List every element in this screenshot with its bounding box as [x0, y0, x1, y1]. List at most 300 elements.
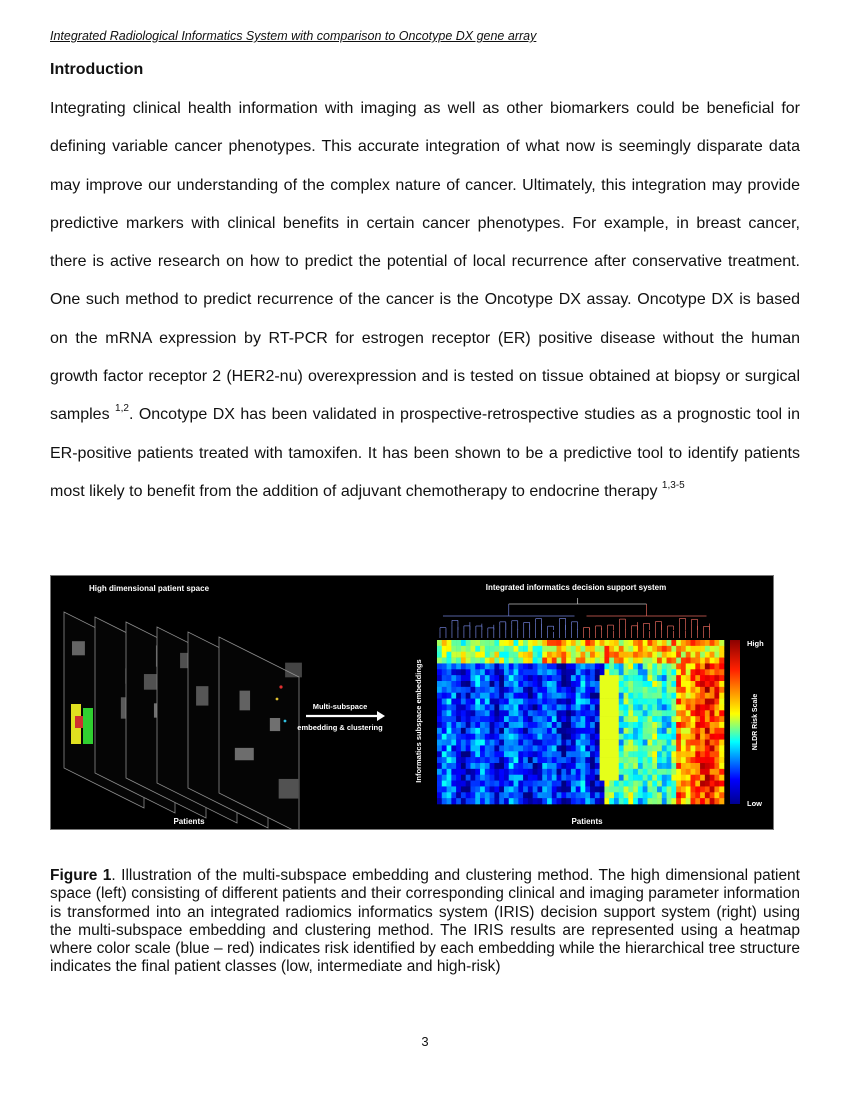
heatmap-cell [561, 792, 566, 798]
heatmap-cell [456, 675, 461, 681]
heatmap-cell [585, 710, 590, 716]
heatmap-cell [647, 652, 652, 658]
heatmap-cell [657, 640, 662, 646]
heatmap-cell [628, 681, 633, 687]
heatmap-cell [518, 640, 523, 646]
heatmap-cell [504, 786, 509, 792]
heatmap-cell [442, 792, 447, 798]
heatmap-cell [542, 640, 547, 646]
heatmap-cell [595, 652, 600, 658]
heatmap-cell [528, 781, 533, 787]
heatmap-cell [619, 669, 624, 675]
heatmap-cell [528, 792, 533, 798]
heatmap-cell [514, 693, 519, 699]
heatmap-cell [691, 781, 696, 787]
heatmap-cell [662, 763, 667, 769]
heatmap-cell [561, 646, 566, 652]
heatmap-cell [614, 751, 619, 757]
heatmap-cell [547, 658, 552, 664]
heatmap-cell [451, 640, 456, 646]
heatmap-cell [533, 757, 538, 763]
heatmap-cell [485, 663, 490, 669]
heatmap-cell [509, 669, 514, 675]
heatmap-cell [595, 786, 600, 792]
heatmap-cell [470, 775, 475, 781]
heatmap-cell [638, 769, 643, 775]
heatmap-cell [499, 716, 504, 722]
heatmap-cell [437, 669, 442, 675]
heatmap-cell [485, 646, 490, 652]
heatmap-cell [547, 757, 552, 763]
heatmap-cell [451, 757, 456, 763]
heatmap-cell [533, 763, 538, 769]
heatmap-cell [600, 792, 605, 798]
heatmap-cell [557, 640, 562, 646]
heatmap-cell [509, 687, 514, 693]
heatmap-cell [628, 669, 633, 675]
heatmap-cell [628, 740, 633, 746]
heatmap-cell [719, 704, 724, 710]
heatmap-cell [552, 722, 557, 728]
heatmap-cell [509, 716, 514, 722]
heatmap-cell [571, 710, 576, 716]
heatmap-cell [561, 710, 566, 716]
heatmap-cell [628, 728, 633, 734]
heatmap-cell [719, 740, 724, 746]
heatmap-cell [571, 681, 576, 687]
heatmap-cell [442, 722, 447, 728]
heatmap-cell [499, 693, 504, 699]
heatmap-cell [695, 786, 700, 792]
heatmap-cell [686, 775, 691, 781]
heatmap-cell [576, 716, 581, 722]
heatmap-cell [571, 734, 576, 740]
heatmap-cell [686, 704, 691, 710]
heatmap-cell [485, 792, 490, 798]
heatmap-cell [576, 663, 581, 669]
heatmap-cell [461, 699, 466, 705]
heatmap-cell [695, 681, 700, 687]
heatmap-cell [619, 716, 624, 722]
heatmap-cell [652, 722, 657, 728]
heatmap-cell [686, 786, 691, 792]
heatmap-cell [557, 786, 562, 792]
heatmap-cell [695, 722, 700, 728]
heatmap-cell [547, 646, 552, 652]
heatmap-cell [581, 769, 586, 775]
heatmap-cell [528, 681, 533, 687]
heatmap-cell [595, 751, 600, 757]
heatmap-cell [624, 757, 629, 763]
heatmap-cell [514, 646, 519, 652]
heatmap-cell [475, 710, 480, 716]
heatmap-cell [681, 745, 686, 751]
heatmap-cell [619, 681, 624, 687]
heatmap-cell [442, 675, 447, 681]
heatmap-cell [647, 775, 652, 781]
heatmap-cell [686, 681, 691, 687]
heatmap-cell [537, 675, 542, 681]
heatmap-cell [499, 710, 504, 716]
heatmap-cell [523, 681, 528, 687]
heatmap-cell [604, 681, 609, 687]
heatmap-cell [604, 693, 609, 699]
heatmap-cell [671, 669, 676, 675]
heatmap-cell [671, 751, 676, 757]
heatmap-cell [581, 792, 586, 798]
arrow-label-line1: Multi-subspace [312, 702, 368, 711]
heatmap-cell [470, 646, 475, 652]
heatmap-cell [638, 757, 643, 763]
heatmap-cell [662, 693, 667, 699]
heatmap-cell [714, 757, 719, 763]
heatmap-cell [705, 693, 710, 699]
heatmap-cell [470, 652, 475, 658]
heatmap-cell [537, 734, 542, 740]
heatmap-cell [509, 658, 514, 664]
heatmap-cell [624, 652, 629, 658]
running-header: Integrated Radiological Informatics System with comparison to Oncotype DX gene array [50, 29, 537, 43]
heatmap-cell [451, 699, 456, 705]
heatmap-cell [528, 751, 533, 757]
heatmap-cell [571, 798, 576, 804]
heatmap-cell [638, 646, 643, 652]
heatmap-cell [681, 786, 686, 792]
heatmap-cell [499, 640, 504, 646]
heatmap-cell [509, 751, 514, 757]
heatmap-cell [480, 704, 485, 710]
heatmap-cell [714, 640, 719, 646]
heatmap-cell [437, 751, 442, 757]
heatmap-cell [662, 716, 667, 722]
heatmap-cell [490, 693, 495, 699]
heatmap-cell [447, 704, 452, 710]
heatmap-cell [671, 775, 676, 781]
introduction-paragraph [50, 90, 800, 511]
heatmap-cell [681, 728, 686, 734]
heatmap-cell [585, 763, 590, 769]
heatmap-cell [470, 781, 475, 787]
heatmap-cell [490, 716, 495, 722]
heatmap-cell [590, 658, 595, 664]
heatmap-cell [557, 681, 562, 687]
heatmap-cell [523, 757, 528, 763]
heatmap-cell [590, 669, 595, 675]
heatmap-cell [619, 745, 624, 751]
heatmap-cell [537, 640, 542, 646]
heatmap-cell [547, 716, 552, 722]
heatmap-cell [676, 716, 681, 722]
heatmap-cell [700, 775, 705, 781]
heatmap-cell [456, 763, 461, 769]
heatmap-cell [671, 675, 676, 681]
heatmap-cell [633, 710, 638, 716]
heatmap-cell [633, 792, 638, 798]
heatmap-cell [710, 710, 715, 716]
heatmap-cell [714, 786, 719, 792]
heatmap-cell [643, 652, 648, 658]
heatmap-cell [442, 710, 447, 716]
heatmap-cell [461, 675, 466, 681]
heatmap-cell [480, 710, 485, 716]
heatmap-cell [609, 646, 614, 652]
heatmap-cell [628, 734, 633, 740]
heatmap-cell [542, 722, 547, 728]
heatmap-cell [652, 710, 657, 716]
heatmap-cell [552, 669, 557, 675]
heatmap-cell [566, 675, 571, 681]
heatmap-cell [676, 652, 681, 658]
heatmap-cell [667, 786, 672, 792]
left-panel-title: High dimensional patient space [89, 584, 210, 593]
heatmap-cell [581, 786, 586, 792]
heatmap-cell [437, 640, 442, 646]
heatmap-cell [604, 734, 609, 740]
heatmap-cell [475, 675, 480, 681]
heatmap-cell [600, 751, 605, 757]
heatmap-cell [456, 710, 461, 716]
heatmap-cell [542, 769, 547, 775]
heatmap-cell [528, 763, 533, 769]
heatmap-cell [566, 687, 571, 693]
heatmap-cell [475, 699, 480, 705]
heatmap-cell [585, 699, 590, 705]
heatmap-cell [671, 769, 676, 775]
heatmap-cell [710, 663, 715, 669]
heatmap-cell [638, 658, 643, 664]
heatmap-cell [619, 652, 624, 658]
heatmap-cell [518, 798, 523, 804]
heatmap-cell [576, 751, 581, 757]
heatmap-cell [537, 669, 542, 675]
heatmap-cell [499, 792, 504, 798]
heatmap-cell [528, 640, 533, 646]
heatmap-cell [470, 687, 475, 693]
heatmap-cell [528, 757, 533, 763]
heatmap-cell [485, 669, 490, 675]
heatmap-cell [466, 693, 471, 699]
heatmap-cell [609, 722, 614, 728]
heatmap-cell [624, 716, 629, 722]
heatmap-cell [533, 658, 538, 664]
citation-ref-2[interactable]: 1,3-5 [661, 479, 685, 491]
heatmap-cell [475, 681, 480, 687]
heatmap-cell [494, 728, 499, 734]
heatmap-cell [705, 687, 710, 693]
heatmap-cell [504, 781, 509, 787]
heatmap-cell [652, 745, 657, 751]
heatmap-cell [451, 652, 456, 658]
heatmap-cell [576, 728, 581, 734]
heatmap-cell [638, 751, 643, 757]
heatmap-cell [686, 781, 691, 787]
heatmap-cell [533, 792, 538, 798]
heatmap-cell [667, 769, 672, 775]
heatmap-cell [480, 640, 485, 646]
heatmap-cell [633, 646, 638, 652]
citation-ref-1[interactable]: 1,2 [115, 403, 129, 415]
heatmap-cell [523, 669, 528, 675]
heatmap-cell [480, 716, 485, 722]
heatmap-cell [585, 786, 590, 792]
heatmap-cell [494, 640, 499, 646]
heatmap-cell [437, 740, 442, 746]
heatmap-cell [695, 693, 700, 699]
heatmap-cell [691, 734, 696, 740]
heatmap-cell [624, 704, 629, 710]
heatmap-cell [514, 728, 519, 734]
heatmap-cell [667, 658, 672, 664]
heatmap-cell [652, 781, 657, 787]
heatmap-cell [700, 786, 705, 792]
heatmap-cell [643, 769, 648, 775]
heatmap-cell [470, 640, 475, 646]
heatmap-cell [542, 658, 547, 664]
heatmap-cell [643, 669, 648, 675]
heatmap-cell [466, 646, 471, 652]
heatmap-cell [451, 675, 456, 681]
heatmap-cell [628, 769, 633, 775]
heatmap-cell [628, 781, 633, 787]
heatmap-cell [595, 716, 600, 722]
heatmap-cell [700, 781, 705, 787]
heatmap-cell [695, 658, 700, 664]
heatmap-cell [504, 669, 509, 675]
heatmap-cell [499, 675, 504, 681]
heatmap-cell [566, 740, 571, 746]
heatmap-cell [676, 740, 681, 746]
heatmap-cell [537, 687, 542, 693]
heatmap-cell [638, 681, 643, 687]
heatmap-cell [576, 757, 581, 763]
heatmap-cell [595, 798, 600, 804]
heatmap-cell [461, 769, 466, 775]
heatmap-cell [561, 699, 566, 705]
heatmap-cell [447, 669, 452, 675]
heatmap-cell [633, 757, 638, 763]
heatmap-cell [571, 687, 576, 693]
heatmap-cell [581, 751, 586, 757]
heatmap-cell [475, 769, 480, 775]
heatmap-cell [686, 669, 691, 675]
heatmap-cell [494, 792, 499, 798]
heatmap-cell [542, 728, 547, 734]
heatmap-cell [509, 728, 514, 734]
heatmap-cell [475, 722, 480, 728]
heatmap-cell [676, 681, 681, 687]
heatmap-cell [614, 716, 619, 722]
heatmap-cell [447, 681, 452, 687]
heatmap-cell [671, 798, 676, 804]
heatmap-cell [619, 734, 624, 740]
heatmap-cell [523, 775, 528, 781]
heatmap-cell [657, 646, 662, 652]
heatmap-cell [691, 757, 696, 763]
heatmap-cell [609, 775, 614, 781]
image-thumbnail [72, 641, 85, 655]
heatmap-cell [571, 693, 576, 699]
heatmap-cell [614, 745, 619, 751]
heatmap-cell [710, 798, 715, 804]
heatmap-cell [619, 687, 624, 693]
heatmap-cell [609, 792, 614, 798]
heatmap-xlabel: Patients [571, 817, 603, 826]
heatmap-cell [490, 745, 495, 751]
page-number: 3 [421, 1034, 429, 1049]
heatmap-cell [700, 716, 705, 722]
heatmap-cell [633, 675, 638, 681]
heatmap-cell [547, 775, 552, 781]
heatmap-cell [614, 658, 619, 664]
heatmap-cell [442, 669, 447, 675]
heatmap-cell [566, 716, 571, 722]
heatmap-cell [537, 728, 542, 734]
heatmap-cell [609, 704, 614, 710]
heatmap-cell [533, 669, 538, 675]
heatmap-cell [681, 775, 686, 781]
heatmap-cell [547, 763, 552, 769]
heatmap-cell [480, 687, 485, 693]
heatmap-cell [628, 693, 633, 699]
heatmap-cell [504, 775, 509, 781]
heatmap-cell [604, 751, 609, 757]
heatmap-cell [614, 704, 619, 710]
heatmap-cell [542, 745, 547, 751]
heatmap-cell [466, 775, 471, 781]
heatmap-cell [705, 681, 710, 687]
heatmap-cell [590, 740, 595, 746]
heatmap-cell [566, 775, 571, 781]
heatmap-cell [710, 786, 715, 792]
heatmap-cell [509, 652, 514, 658]
heatmap-cell [686, 646, 691, 652]
heatmap-cell [576, 781, 581, 787]
heatmap-cell [442, 728, 447, 734]
heatmap-cell [662, 786, 667, 792]
heatmap-cell [533, 652, 538, 658]
figure-caption [50, 867, 800, 977]
heatmap-cell [509, 775, 514, 781]
heatmap-cell [571, 704, 576, 710]
heatmap-cell [542, 792, 547, 798]
heatmap-cell [437, 716, 442, 722]
heatmap-cell [676, 663, 681, 669]
heatmap-cell [700, 769, 705, 775]
heatmap-cell [456, 740, 461, 746]
heatmap-cell [566, 798, 571, 804]
heatmap-cell [518, 669, 523, 675]
heatmap-cell [561, 769, 566, 775]
heatmap-cell [657, 745, 662, 751]
heatmap-cell [485, 716, 490, 722]
heatmap-cell [566, 734, 571, 740]
heatmap-cell [461, 786, 466, 792]
heatmap-cell [624, 740, 629, 746]
heatmap-cell [638, 763, 643, 769]
heatmap-cell [628, 640, 633, 646]
heatmap-cell [480, 728, 485, 734]
heatmap-cell [705, 757, 710, 763]
heatmap-cell [461, 652, 466, 658]
heatmap-cell [571, 716, 576, 722]
heatmap-cell [542, 775, 547, 781]
heatmap-cell [647, 704, 652, 710]
heatmap-cell [604, 769, 609, 775]
heatmap-cell [490, 710, 495, 716]
heatmap-cell [571, 722, 576, 728]
heatmap-cell [595, 675, 600, 681]
heatmap-cell [671, 640, 676, 646]
